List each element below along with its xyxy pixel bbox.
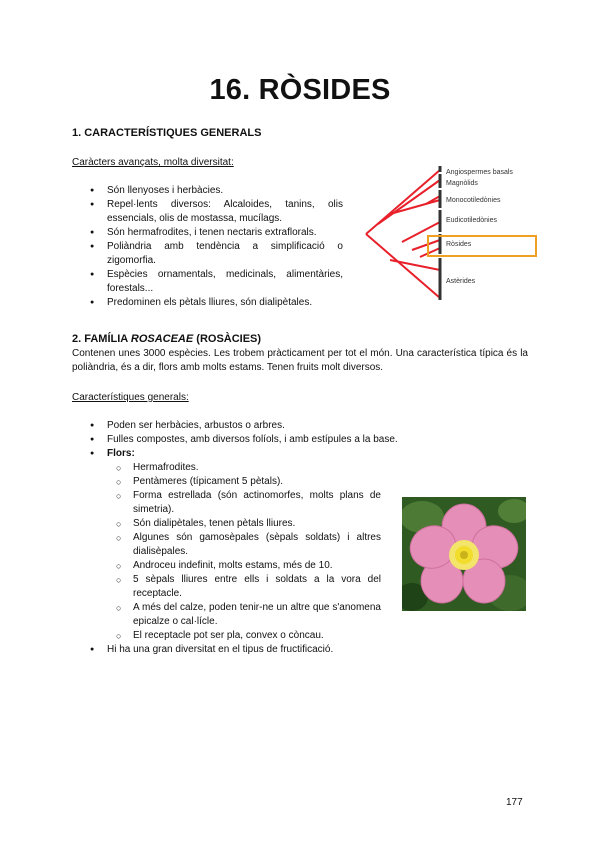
rose-flower-photo	[402, 497, 526, 611]
sublist-item: ○ Forma estrellada (són actinomorfes, molts plans de simetria).	[115, 489, 381, 517]
label-magnolids: Magnòlids	[446, 180, 478, 187]
page-number: 177	[506, 797, 523, 808]
list-item: ● Són hermafrodites, i tenen nectaris extraflorals.	[88, 226, 343, 240]
section2-heading-prefix: 2. FAMÍLIA	[72, 333, 131, 345]
sublist-item: ○ A més del calze, poden tenir-ne un altre que s'anomena epicalze o cal·lícle.	[115, 601, 381, 629]
sublist-item: ○ Algunes són gamosèpales (sèpals soldats) i altres dialisèpales.	[115, 531, 381, 559]
list-item: ● Espècies ornamentals, medicinals, alimentàries, forestals...	[88, 268, 343, 296]
section2-subheading: Característiques generals:	[72, 392, 189, 403]
label-rosides: Ròsides	[446, 241, 472, 248]
section1-subheading: Caràcters avançats, molta diversitat:	[72, 157, 234, 168]
list-item-flors	[88, 447, 381, 643]
sublist-item: ○ Androceu indefinit, molts estams, més de 10.	[115, 559, 381, 573]
list-item: ● Poliàndria amb tendència a simplificació o zigomorfia.	[88, 240, 343, 268]
section2-heading	[72, 333, 261, 345]
list-item: ● Fulles compostes, amb diversos folíols, i amb estípules a la base.	[88, 433, 378, 447]
list-item: ● Hi ha una gran diversitat en el tipus de fructificació.	[88, 643, 378, 657]
section1-bullet-list	[88, 184, 343, 310]
sublist-item: ○ 5 sèpals lliures entre ells i soldats a la vora del receptacle.	[115, 573, 381, 601]
flors-sublist	[115, 461, 381, 643]
label-monocotiledonies: Monocotiledònies	[446, 197, 501, 204]
flors-label: Flors:	[107, 448, 135, 459]
rosides-highlight-box	[428, 236, 536, 256]
sublist-item: ○ Hermafrodites.	[115, 461, 381, 475]
section1-heading: 1. CARACTERÍSTIQUES GENERALS	[72, 127, 262, 139]
section2-heading-suffix: (ROSÀCIES)	[193, 333, 262, 345]
label-asterides: Astèrides	[446, 278, 476, 285]
page-title: 16. RÒSIDES	[209, 74, 391, 106]
section2-heading-italic: ROSACEAE	[130, 333, 194, 345]
phylogeny-diagram	[360, 162, 560, 307]
sublist-item: ○ El receptacle pot ser pla, convex o còncau.	[115, 629, 381, 643]
label-eudicotiledonies: Eudicotiledònies	[446, 217, 497, 224]
section2-intro: Contenen unes 3000 espècies. Les trobem pràcticament per tot el món. Una característica típica és la poliàndria, és a dir, flors amb molts estams. Tenen fruits molt diversos.	[72, 348, 528, 373]
list-item: ● Són llenyoses i herbàcies.	[88, 184, 343, 198]
sublist-item: ○ Pentàmeres (típicament 5 pètals).	[115, 475, 381, 489]
cladogram-lines	[366, 170, 440, 298]
list-item: ● Predominen els pètals lliures, són dialipètales.	[88, 296, 343, 310]
list-item: ● Poden ser herbàcies, arbustos o arbres.	[88, 419, 378, 433]
section2-bullet-list	[88, 419, 398, 657]
label-angiospermes-basals: Angiospermes basals	[446, 169, 513, 176]
list-item: ● Repel·lents diversos: Alcaloides, tanins, olis essencials, olis de mostassa, mucílags.	[88, 198, 343, 226]
sublist-item: ○ Són dialipètales, tenen pètals lliures.	[115, 517, 381, 531]
